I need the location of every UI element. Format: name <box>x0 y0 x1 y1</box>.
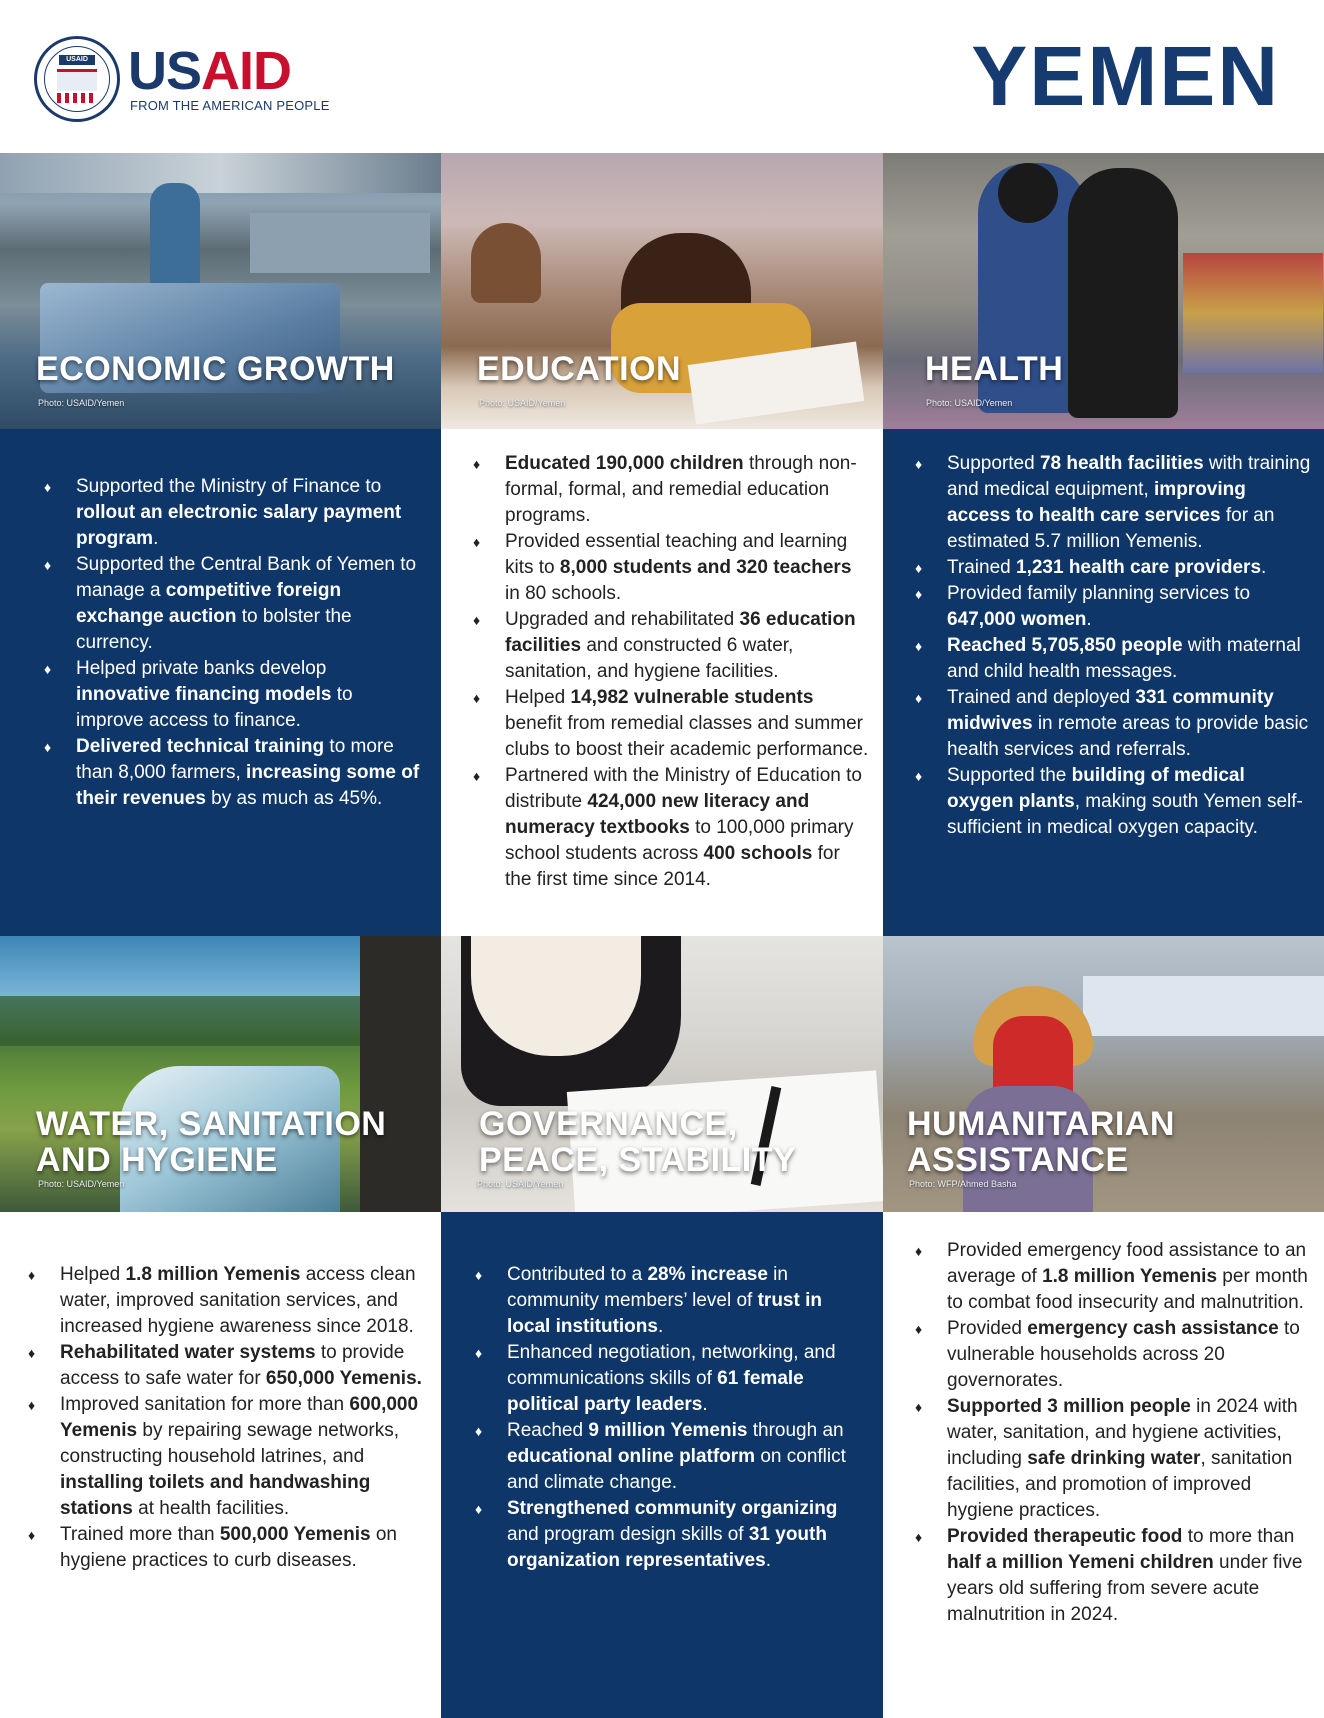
logo-tagline: FROM THE AMERICAN PEOPLE <box>130 98 330 113</box>
list-item: ♦ Trained and deployed 331 community midwives in remote areas to provide basic health services and referrals. <box>915 685 1312 763</box>
section-title: HEALTH <box>925 350 1064 388</box>
list-item: ♦ Improved sanitation for more than 600,000 Yemenis by repairing sewage networks, constructing household latrines, and installing toilets and handwashing stations at health facilities. <box>28 1392 429 1522</box>
list-item: ♦ Delivered technical training to more than 8,000 farmers, increasing some of their revenues by as much as 45%. <box>44 734 423 812</box>
list-item: ♦ Supported the Ministry of Finance to rollout an electronic salary payment program. <box>44 474 423 552</box>
title-line: ASSISTANCE <box>907 1141 1129 1179</box>
photo-credit: Photo: USAID/Yemen <box>38 398 125 408</box>
photo-health <box>883 153 1324 429</box>
photo-credit: Photo: WFP/Ahmed Basha <box>909 1179 1017 1189</box>
list-item: ♦ Helped 14,982 vulnerable students benefit from remedial classes and summer clubs to boost their academic performance. <box>473 685 869 763</box>
bullet-list <box>915 451 1312 841</box>
health-panel <box>883 429 1324 936</box>
photo-credit: Photo: USAID/Yemen <box>38 1179 125 1189</box>
section-title <box>479 1106 796 1178</box>
section-title: EDUCATION <box>477 350 682 388</box>
list-item: ♦ Reached 5,705,850 people with maternal and child health messages. <box>915 633 1312 685</box>
handshake-icon <box>57 69 97 91</box>
list-item: ♦ Educated 190,000 children through non-formal, formal, and remedial education programs. <box>473 451 869 529</box>
photo-credit: Photo: USAID/Yemen <box>477 1179 564 1189</box>
photo-credit: Photo: USAID/Yemen <box>479 398 566 408</box>
title-line: HUMANITARIAN <box>907 1105 1175 1143</box>
economic-growth-panel <box>0 429 441 936</box>
education-panel <box>441 429 883 936</box>
photo-credit: Photo: USAID/Yemen <box>926 398 1013 408</box>
list-item: ♦ Trained 1,231 health care providers. <box>915 555 1312 581</box>
list-item: ♦ Provided therapeutic food to more than half a million Yemeni children under five years old suffering from severe acute malnutrition in 2024. <box>915 1524 1312 1628</box>
list-item: ♦ Contributed to a 28% increase in community members’ level of trust in local institutions. <box>475 1262 869 1340</box>
section-title: ECONOMIC GROWTH <box>36 350 395 388</box>
list-item: ♦ Provided family planning services to 647,000 women. <box>915 581 1312 633</box>
bullet-list <box>475 1262 869 1574</box>
photo-education <box>441 153 883 429</box>
title-line: PEACE, STABILITY <box>479 1141 797 1179</box>
governance-panel <box>441 1212 883 1718</box>
section-title <box>36 1106 386 1178</box>
logo-aid: AID <box>201 41 292 101</box>
list-item: ♦ Trained more than 500,000 Yemenis on hygiene practices to curb diseases. <box>28 1522 429 1574</box>
usaid-logo <box>128 41 292 101</box>
photo-economic-growth <box>0 153 441 429</box>
list-item: ♦ Provided essential teaching and learning kits to 8,000 students and 320 teachers in 80 schools. <box>473 529 869 607</box>
list-item: ♦ Provided emergency cash assistance to vulnerable households across 20 governorates. <box>915 1316 1312 1394</box>
bullet-list <box>28 1262 429 1574</box>
list-item: ♦ Helped 1.8 million Yemenis access clean water, improved sanitation services, and increased hygiene awareness since 2018. <box>28 1262 429 1340</box>
title-line: AND HYGIENE <box>36 1141 278 1179</box>
list-item: ♦ Supported the building of medical oxygen plants, making south Yemen self-sufficient in medical oxygen capacity. <box>915 763 1312 841</box>
list-item: ♦ Supported 3 million people in 2024 with water, sanitation, and hygiene activities, including safe drinking water, sanitation facilities, and promotion of improved hygiene practices. <box>915 1394 1312 1524</box>
list-item: ♦ Rehabilitated water systems to provide access to safe water for 650,000 Yemenis. <box>28 1340 429 1392</box>
list-item: ♦ Supported the Central Bank of Yemen to manage a competitive foreign exchange auction to bolster the currency. <box>44 552 423 656</box>
humanitarian-panel <box>883 1212 1324 1718</box>
list-item: ♦ Upgraded and rehabilitated 36 education facilities and constructed 6 water, sanitation, and hygiene facilities. <box>473 607 869 685</box>
bullet-list <box>44 474 423 812</box>
title-line: WATER, SANITATION <box>36 1105 387 1143</box>
list-item: ♦ Partnered with the Ministry of Education to distribute 424,000 new literacy and numeracy textbooks to 100,000 primary school students across 400 schools for the first time since 2014. <box>473 763 869 893</box>
photo-governance <box>441 936 883 1212</box>
wash-panel <box>0 1212 441 1718</box>
list-item: ♦ Strengthened community organizing and program design skills of 31 youth organization representatives. <box>475 1496 869 1574</box>
logo-us: US <box>128 41 202 101</box>
title-line: GOVERNANCE, <box>479 1105 738 1143</box>
list-item: ♦ Reached 9 million Yemenis through an educational online platform on conflict and climate change. <box>475 1418 869 1496</box>
seal-band: USAID <box>59 55 95 65</box>
bullet-list <box>473 451 869 893</box>
seal-stripes <box>57 93 97 103</box>
section-title <box>907 1106 1175 1178</box>
photo-wash <box>0 936 441 1212</box>
usaid-seal-icon <box>34 36 120 122</box>
list-item: ♦ Enhanced negotiation, networking, and communications skills of 61 female political party leaders. <box>475 1340 869 1418</box>
country-title: YEMEN <box>971 29 1280 123</box>
page-header <box>0 0 1324 153</box>
list-item: ♦ Provided emergency food assistance to an average of 1.8 million Yemenis per month to combat food insecurity and malnutrition. <box>915 1238 1312 1316</box>
photo-humanitarian <box>883 936 1324 1212</box>
list-item: ♦ Helped private banks develop innovative financing models to improve access to finance. <box>44 656 423 734</box>
list-item: ♦ Supported 78 health facilities with training and medical equipment, improving access to health care services for an estimated 5.7 million Yemenis. <box>915 451 1312 555</box>
bullet-list <box>915 1238 1312 1628</box>
